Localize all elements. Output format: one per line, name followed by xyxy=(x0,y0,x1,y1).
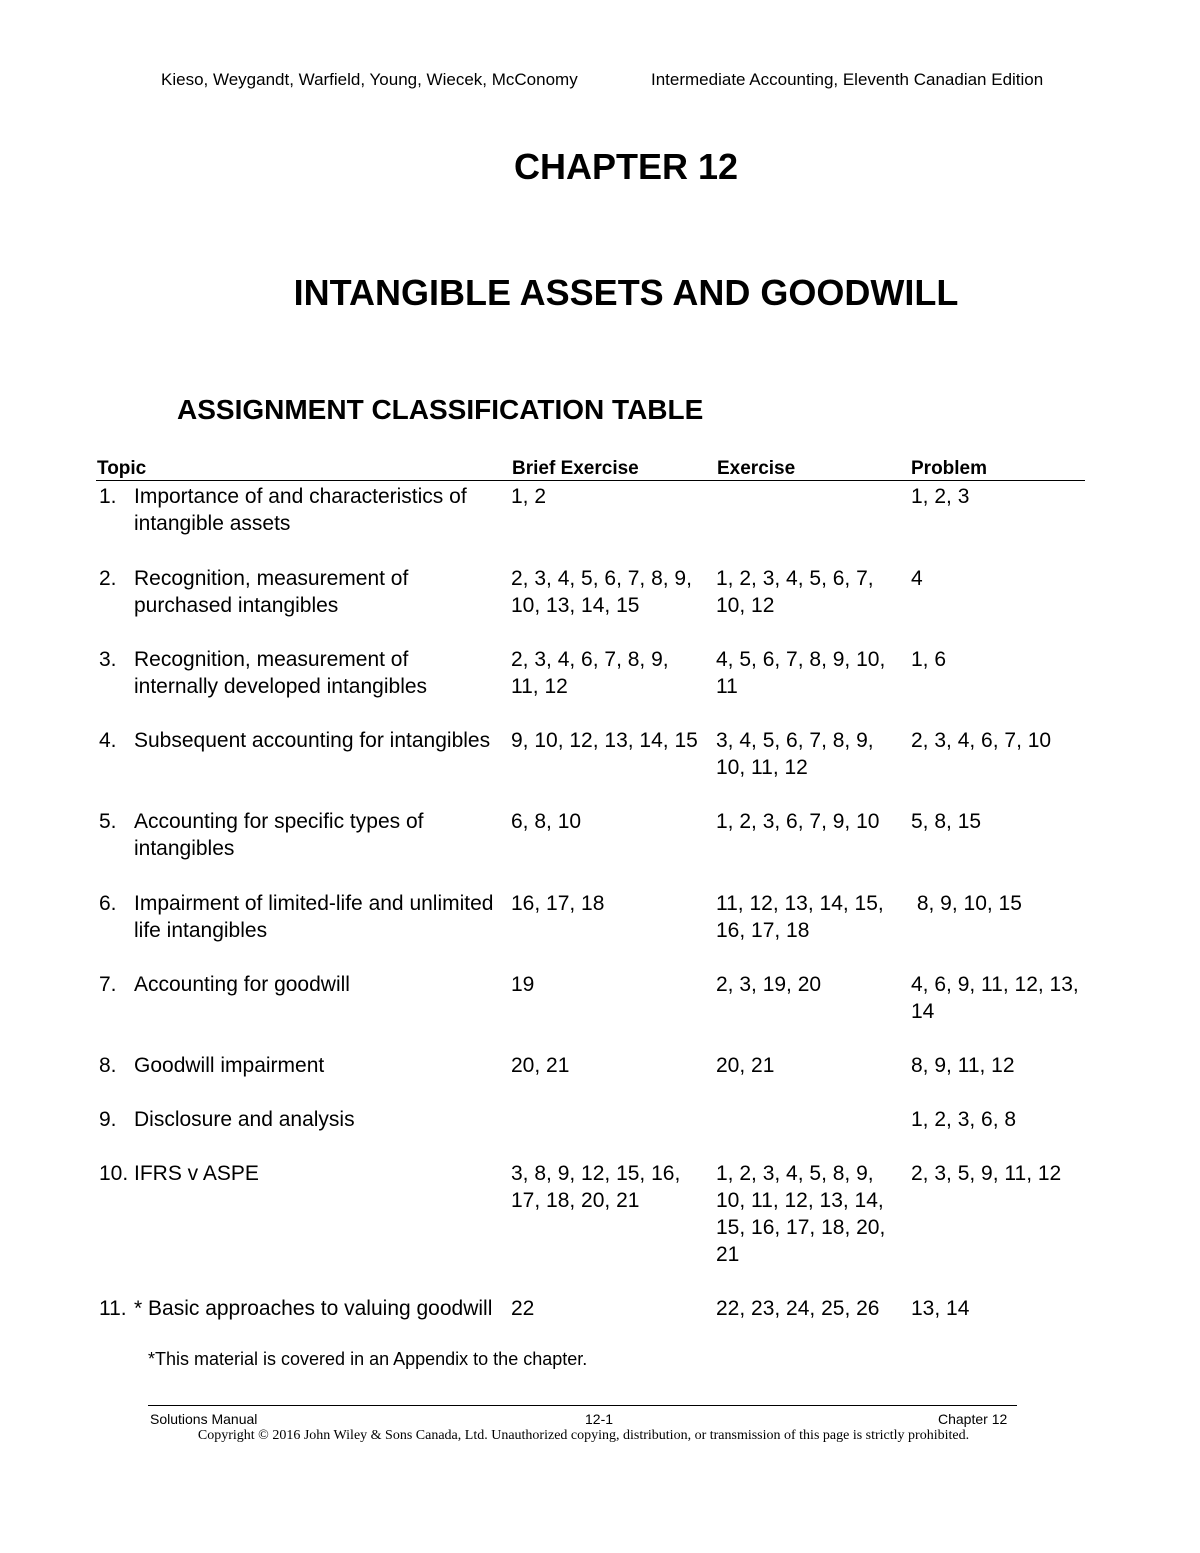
column-header-brief-exercise: Brief Exercise xyxy=(512,458,639,479)
row-brief-exercise: 3, 8, 9, 12, 15, 16, 17, 18, 20, 21 xyxy=(511,1162,681,1212)
row-exercise: 22, 23, 24, 25, 26 xyxy=(716,1297,880,1320)
row-problem: 1, 2, 3 xyxy=(911,485,970,508)
header-authors: Kieso, Weygandt, Warfield, Young, Wiecek, McConomy xyxy=(161,70,578,89)
row-brief-exercise: 16, 17, 18 xyxy=(511,892,605,915)
row-brief-exercise: 22 xyxy=(511,1297,535,1320)
row-number: 5. xyxy=(99,810,117,833)
row-brief-exercise: 20, 21 xyxy=(511,1054,570,1077)
row-exercise: 11, 12, 13, 14, 15, 16, 17, 18 xyxy=(716,892,884,942)
row-problem: 8, 9, 11, 12 xyxy=(911,1054,1015,1077)
row-exercise: 4, 5, 6, 7, 8, 9, 10, 11 xyxy=(716,648,886,698)
row-problem: 4 xyxy=(911,567,923,590)
row-topic: Importance of and characteristics of intangible assets xyxy=(134,485,467,535)
row-exercise: 1, 2, 3, 4, 5, 6, 7, 10, 12 xyxy=(716,567,874,617)
row-number: 3. xyxy=(99,648,117,671)
row-brief-exercise: 2, 3, 4, 5, 6, 7, 8, 9, 10, 13, 14, 15 xyxy=(511,567,692,617)
row-topic: Subsequent accounting for intangibles xyxy=(134,729,491,752)
row-number: 7. xyxy=(99,973,117,996)
document-title: INTANGIBLE ASSETS AND GOODWILL xyxy=(293,272,959,313)
table-title: ASSIGNMENT CLASSIFICATION TABLE xyxy=(177,394,704,425)
copyright-notice: Copyright © 2016 John Wiley & Sons Canada, Ltd. Unauthorized copying, distribution, or transmission of this page is strictly prohibited. xyxy=(197,1428,970,1443)
row-number: 11. xyxy=(99,1297,127,1320)
footer-right: Chapter 12 xyxy=(938,1411,1008,1427)
row-exercise: 1, 2, 3, 6, 7, 9, 10 xyxy=(716,810,880,833)
row-exercise: 3, 4, 5, 6, 7, 8, 9, 10, 11, 12 xyxy=(716,729,874,779)
row-problem: 13, 14 xyxy=(911,1297,970,1320)
header-rule xyxy=(96,480,1085,481)
row-number: 2. xyxy=(99,567,117,590)
row-problem: 4, 6, 9, 11, 12, 13, 14 xyxy=(911,973,1079,1023)
row-number: 6. xyxy=(99,892,117,915)
row-topic: Recognition, measurement of purchased intangibles xyxy=(134,567,409,617)
row-topic: Accounting for goodwill xyxy=(134,973,350,996)
row-number: 4. xyxy=(99,729,117,752)
row-topic: Goodwill impairment xyxy=(134,1054,325,1077)
row-brief-exercise: 2, 3, 4, 6, 7, 8, 9, 11, 12 xyxy=(511,648,669,698)
row-exercise: 2, 3, 19, 20 xyxy=(716,973,822,996)
row-topic: Disclosure and analysis xyxy=(134,1108,355,1131)
column-header-topic: Topic xyxy=(97,458,147,479)
row-problem: 8, 9, 10, 15 xyxy=(911,892,1022,915)
header-book-title: Intermediate Accounting, Eleventh Canadian Edition xyxy=(651,70,1044,89)
row-problem: 5, 8, 15 xyxy=(911,810,982,833)
row-problem: 1, 6 xyxy=(911,648,947,671)
column-header-exercise: Exercise xyxy=(717,458,796,479)
row-topic: Recognition, measurement of internally developed intangibles xyxy=(134,648,428,698)
row-exercise: 20, 21 xyxy=(716,1054,775,1077)
appendix-footnote: *This material is covered in an Appendix to the chapter. xyxy=(148,1349,588,1369)
row-topic: * Basic approaches to valuing goodwill xyxy=(134,1297,493,1320)
row-brief-exercise: 9, 10, 12, 13, 14, 15 xyxy=(511,729,698,752)
row-topic: Impairment of limited-life and unlimited life intangibles xyxy=(134,892,494,942)
chapter-title: CHAPTER 12 xyxy=(513,146,739,187)
row-number: 1. xyxy=(99,485,117,508)
row-number: 10. xyxy=(99,1162,129,1185)
row-problem: 2, 3, 5, 9, 11, 12 xyxy=(911,1162,1062,1185)
row-brief-exercise: 19 xyxy=(511,973,535,996)
row-number: 8. xyxy=(99,1054,117,1077)
row-number: 9. xyxy=(99,1108,117,1131)
page-number: 12-1 xyxy=(585,1411,614,1427)
row-brief-exercise: 1, 2 xyxy=(511,485,547,508)
row-brief-exercise: 6, 8, 10 xyxy=(511,810,582,833)
footer-rule xyxy=(148,1405,1017,1406)
row-topic: IFRS v ASPE xyxy=(134,1162,259,1185)
column-header-problem: Problem xyxy=(911,458,988,479)
row-topic: Accounting for specific types of intangibles xyxy=(134,810,424,860)
row-exercise: 1, 2, 3, 4, 5, 8, 9, 10, 11, 12, 13, 14, 15, 16, 17, 18, 20, 21 xyxy=(716,1162,886,1266)
row-problem: 2, 3, 4, 6, 7, 10 xyxy=(911,729,1052,752)
row-problem: 1, 2, 3, 6, 8 xyxy=(911,1108,1017,1131)
footer-left: Solutions Manual xyxy=(150,1411,258,1427)
